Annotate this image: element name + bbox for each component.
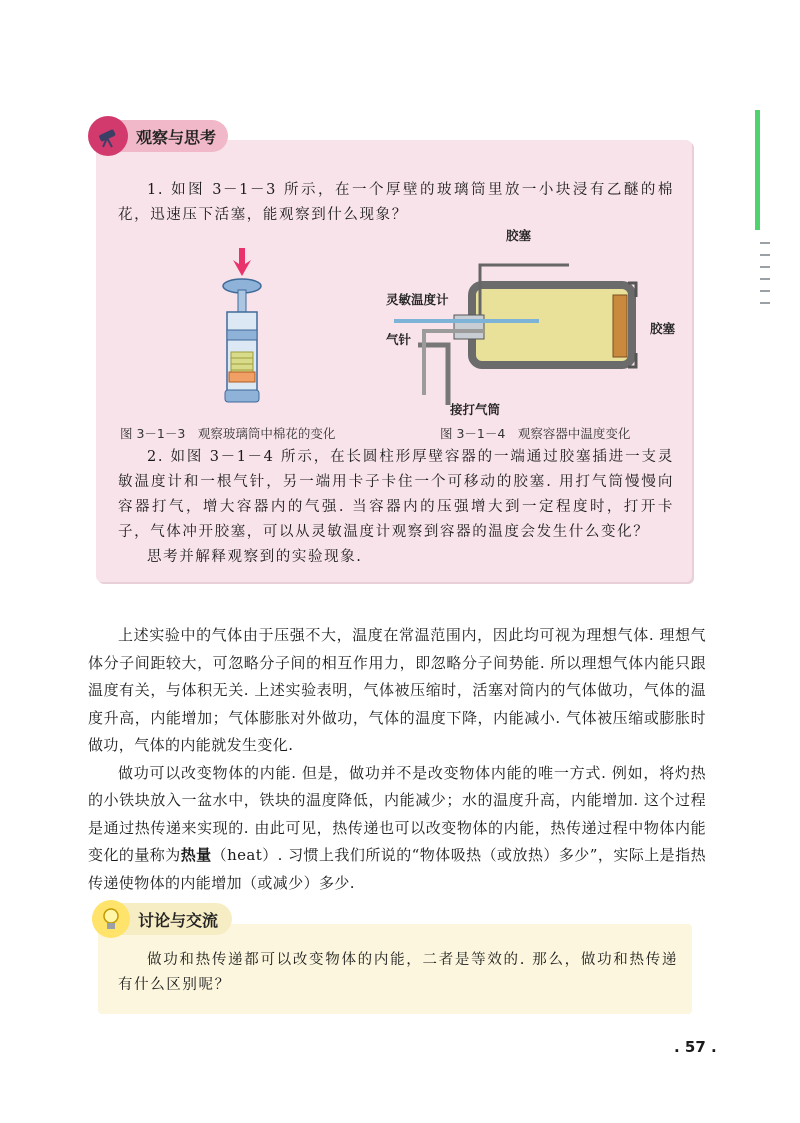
label-thermometer: 灵敏温度计	[386, 292, 449, 307]
main-body	[88, 622, 706, 897]
page-number: . 57 .	[674, 1038, 717, 1056]
paragraph-2: 做功可以改变物体的内能. 但是，做功并不是改变物体内能的唯一方式. 例如，将灼热的小铁块放入一盆水中，铁块的温度降低，内能减少；水的温度升高，内能增加. 这个过程是通过热传递来实现的. 由此可见，热传递也可以改变物体的内能，热传递过程中物体内能变化的量称为热量（heat）. 习惯上我们所说的“物体吸热（或放热）多少”，实际上是指热传递使物体的内能增加（或减少）多少.	[88, 763, 706, 892]
lightbulb-icon	[92, 900, 130, 938]
side-ruler	[760, 232, 770, 372]
glass-cylinder-figure	[205, 240, 280, 415]
figure-caption-1: 图 3－1－3 观察玻璃筒中棉花的变化	[120, 426, 336, 441]
label-pump: 接打气筒	[450, 402, 501, 417]
discuss-title: 讨论与交流	[138, 910, 219, 930]
figure-caption-2: 图 3－1－4 观察容器中温度变化	[440, 426, 631, 441]
question-1: 1. 如图 3－1－3 所示，在一个厚壁的玻璃筒里放一小块浸有乙醚的棉花，迅速压下活塞，能观察到什么现象？	[118, 182, 674, 223]
discuss-text: 做功和热传递都可以改变物体的内能，二者是等效的. 那么，做功和热传递有什么区别呢？	[118, 952, 678, 993]
telescope-icon	[88, 116, 128, 156]
container-figure	[384, 245, 646, 415]
label-stopper-top: 胶塞	[506, 228, 532, 243]
label-stopper-right: 胶塞	[650, 321, 676, 336]
down-arrow-icon	[233, 248, 251, 276]
side-marker	[755, 110, 760, 230]
term-heat: 热量	[180, 846, 212, 864]
think-prompt: 思考并解释观察到的实验现象.	[147, 549, 363, 565]
paragraph-1: 上述实验中的气体由于压强不大，温度在常温范围内，因此均可视为理想气体. 理想气体分子间距较大，可忽略分子间的相互作用力，即忽略分子间势能. 所以理想气体内能只跟温度有关，与体积无关. 上述实验表明，气体被压缩时，活塞对筒内的气体做功，气体的温度升高，内能增加；气体膨胀对外做功，气体的温度下降，内能减小. 气体被压缩或膨胀时做功，气体的内能就发生变化.	[88, 626, 706, 754]
discuss-badge	[92, 903, 232, 935]
question-2: 2. 如图 3－1－4 所示，在长圆柱形厚壁容器的一端通过胶塞插进一支灵敏温度计和一根气针，另一端用卡子卡住一个可移动的胶塞. 用打气筒慢慢向容器打气，增大容器内的气强. 当容器内的压强增大到一定程度时，打开卡子，气体冲开胶塞，可以从灵敏温度计观察到容器的温度会发生什么变化？	[118, 449, 674, 540]
observe-badge	[90, 120, 228, 152]
label-needle: 气针	[386, 332, 412, 347]
observe-title: 观察与思考	[136, 127, 217, 147]
